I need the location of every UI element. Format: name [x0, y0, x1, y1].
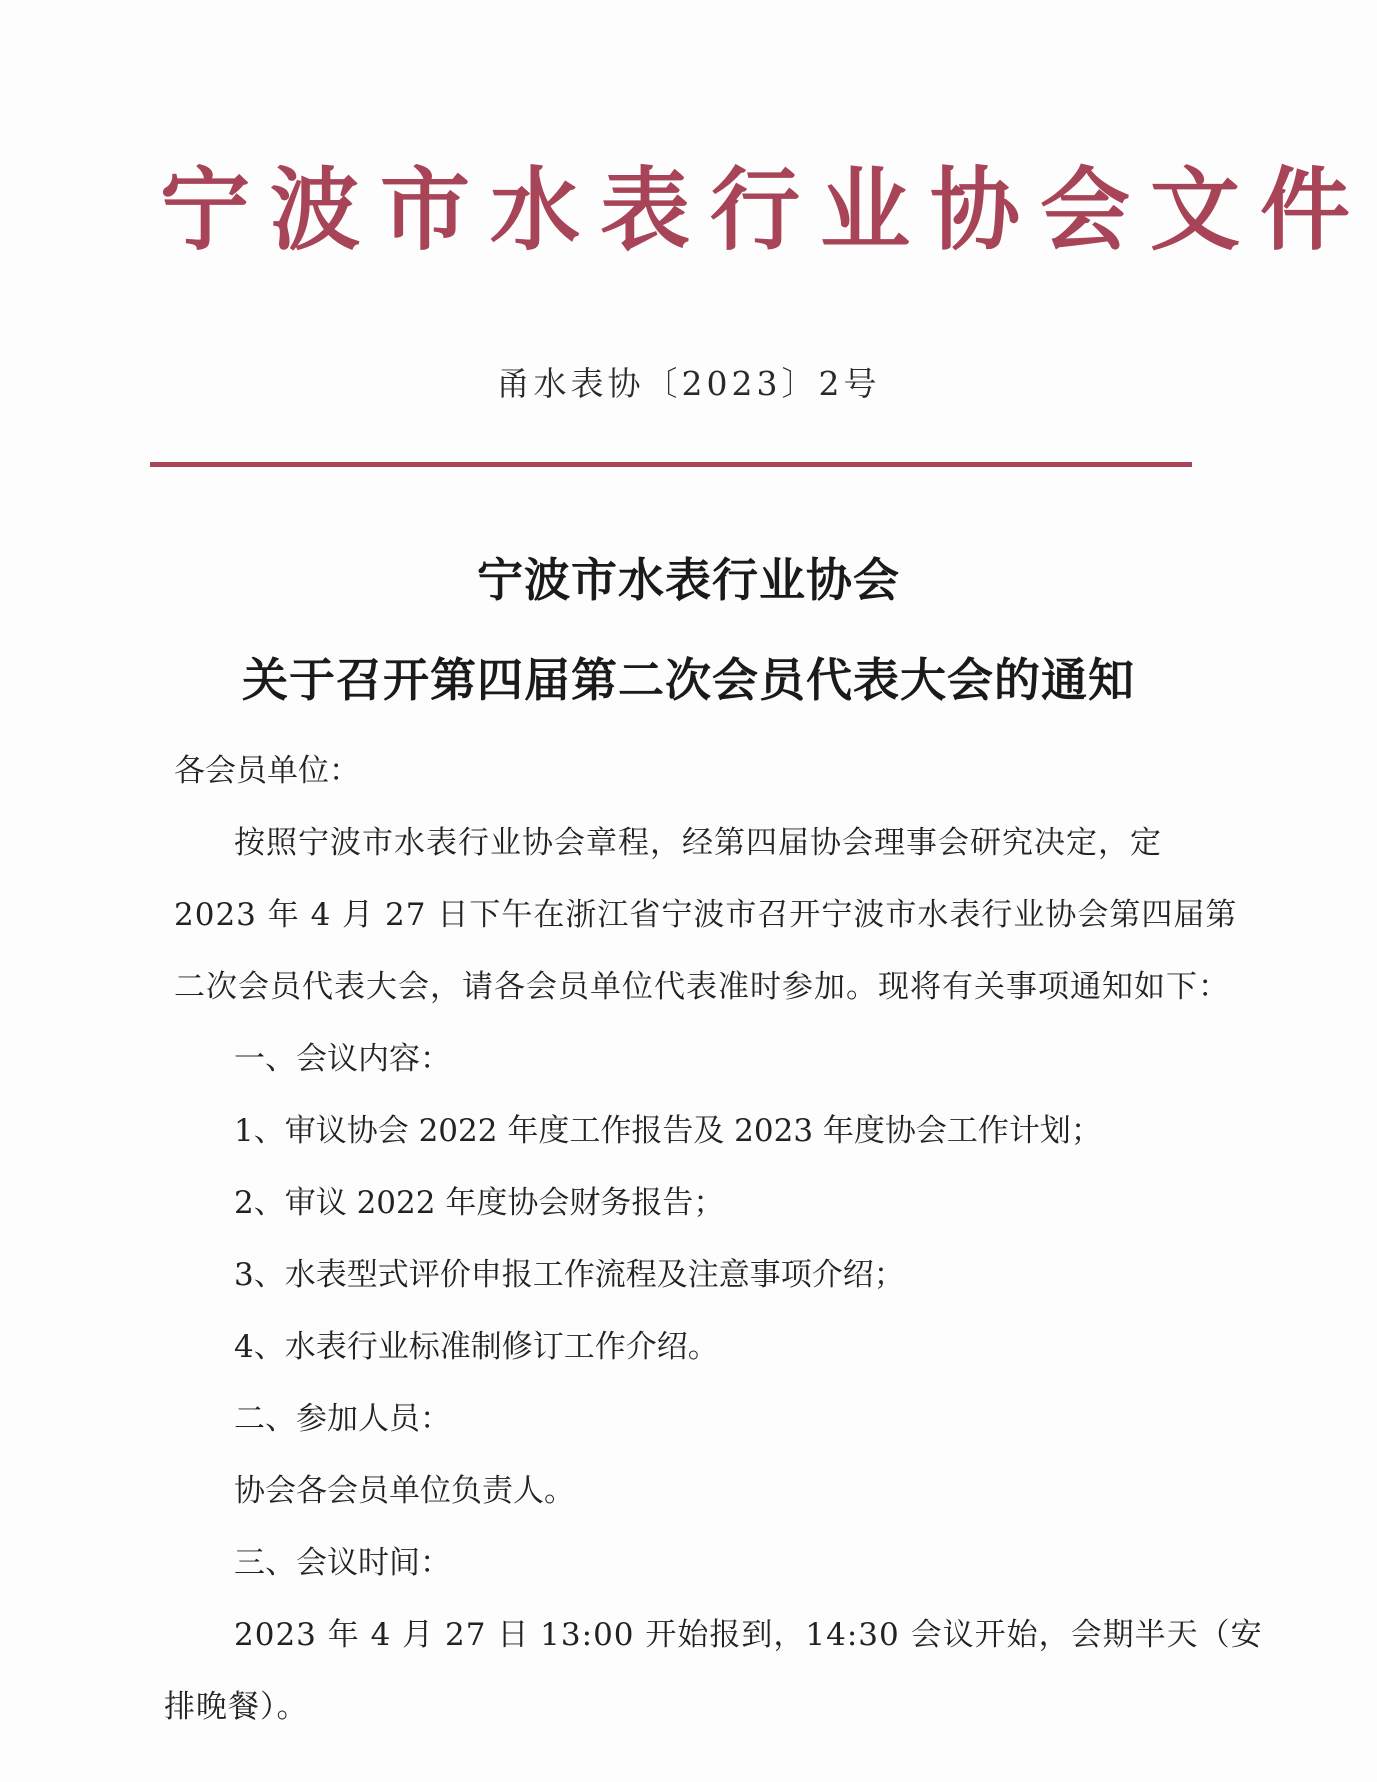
red-divider-line: [150, 462, 1192, 467]
section1-item-1: 1、审议协会 2022 年度工作报告及 2023 年度协会工作计划；: [234, 1113, 1102, 1149]
notice-title-line1: 宁波市水表行业协会: [477, 553, 900, 607]
notice-title-line2: 关于召开第四届第二次会员代表大会的通知: [242, 653, 1135, 707]
section1-item-2: 2、审议 2022 年度协会财务报告；: [234, 1185, 725, 1221]
section1-item-4: 4、水表行业标准制修订工作介绍。: [234, 1329, 719, 1365]
section3-line-2: 排晚餐）。: [164, 1689, 309, 1725]
section2-heading: 二、参加人员：: [234, 1401, 451, 1437]
section1-item-3: 3、水表型式评价申报工作流程及注意事项介绍；: [234, 1257, 905, 1293]
org-file-title: 宁波市水表行业协会文件: [160, 157, 1370, 263]
intro-line-2: 2023 年 4 月 27 日下午在浙江省宁波市召开宁波市水表行业协会第四届第: [174, 897, 1238, 933]
salutation: 各会员单位：: [174, 753, 360, 789]
section3-heading: 三、会议时间：: [234, 1545, 451, 1581]
section1-heading: 一、会议内容：: [234, 1041, 451, 1077]
intro-line-1: 按照宁波市水表行业协会章程，经第四届协会理事会研究决定，定: [234, 825, 1162, 861]
intro-line-3: 二次会员代表大会，请各会员单位代表准时参加。现将有关事项通知如下：: [174, 969, 1230, 1005]
document-number: 甬水表协〔2023〕2号: [496, 364, 881, 403]
section2-text: 协会各会员单位负责人。: [234, 1473, 575, 1509]
section3-line-1: 2023 年 4 月 27 日 13:00 开始报到，14:30 会议开始，会期半天（安: [234, 1617, 1263, 1653]
